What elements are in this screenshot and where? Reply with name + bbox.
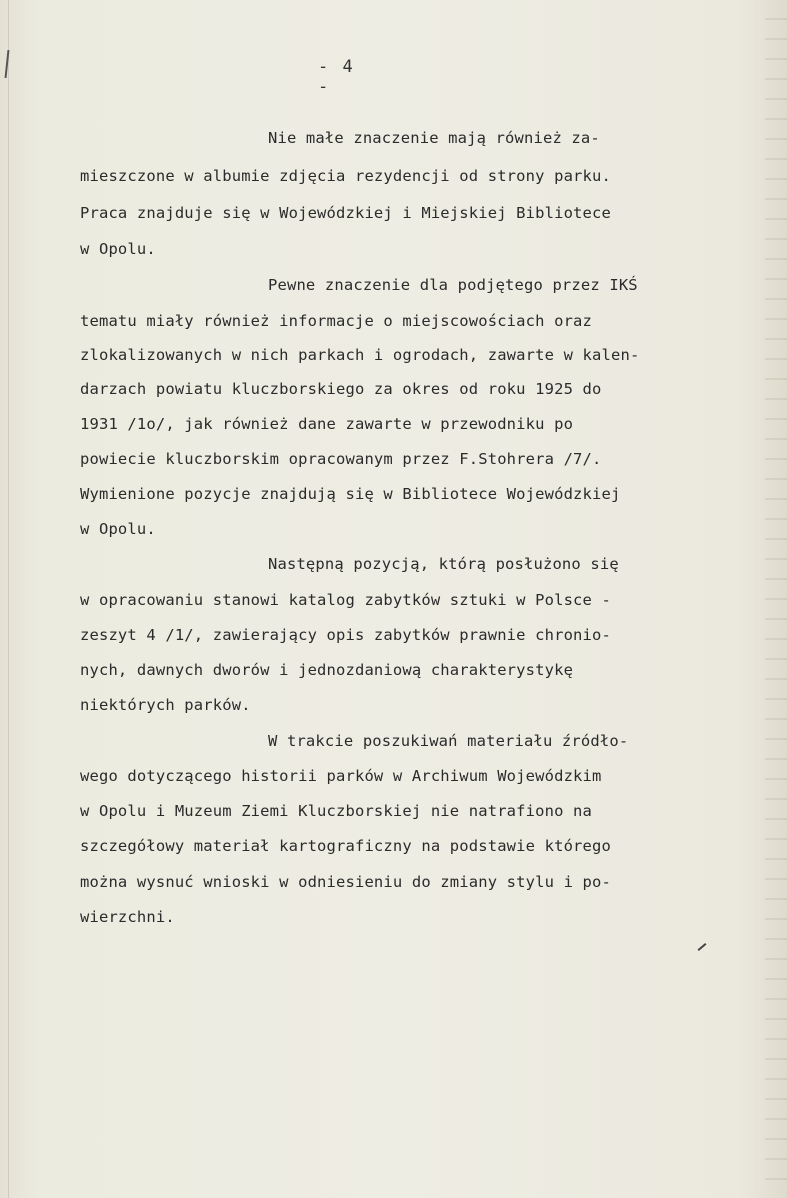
page-number: - 4 - (318, 57, 355, 97)
text-line: nych, dawnych dworów i jednozdaniową charakterystykę (80, 661, 574, 679)
pencil-tick (698, 943, 707, 951)
text-line: Wymienione pozycje znajdują się w Bibliotece Wojewódzkiej (80, 485, 621, 503)
text-line: powiecie kluczborskim opracowanym przez F.Stohrera /7/. (80, 450, 602, 468)
text-line: W trakcie poszukiwań materiału źródło- (268, 732, 629, 750)
text-line: szczegółowy materiał kartograficzny na podstawie którego (80, 837, 611, 855)
text-line: w Opolu i Muzeum Ziemi Kluczborskiej nie natrafiono na (80, 802, 593, 820)
text-line: wego dotyczącego historii parków w Archiwum Wojewódzkim (80, 767, 602, 785)
text-line: w Opolu. (80, 520, 156, 538)
text-line: Praca znajduje się w Wojewódzkiej i Miejskiej Bibliotece (80, 204, 611, 222)
page-edge (765, 0, 787, 1198)
text-line: tematu miały również informacje o miejscowościach oraz (80, 312, 593, 330)
text-line: darzach powiatu kluczborskiego za okres od roku 1925 do (80, 380, 602, 398)
text-line: zlokalizowanych w nich parkach i ogrodach, zawarte w kalen- (80, 346, 640, 364)
text-line: niektórych parków. (80, 696, 251, 714)
text-line: w opracowaniu stanowi katalog zabytków sztuki w Polsce - (80, 591, 611, 609)
text-line: Pewne znaczenie dla podjętego przez IKŚ (268, 276, 638, 294)
margin-rule (8, 0, 9, 1198)
text-line: zeszyt 4 /1/, zawierający opis zabytków prawnie chronio- (80, 626, 611, 644)
text-line: można wysnuć wnioski w odniesieniu do zmiany stylu i po- (80, 873, 611, 891)
text-line: Nie małe znaczenie mają również za- (268, 129, 600, 147)
text-line: 1931 /1o/, jak również dane zawarte w przewodniku po (80, 415, 574, 433)
text-line: wierzchni. (80, 908, 175, 926)
text-line: mieszczone w albumie zdjęcia rezydencji od strony parku. (80, 167, 611, 185)
text-line: Następną pozycją, którą posłużono się (268, 555, 619, 573)
text-line: w Opolu. (80, 240, 156, 258)
